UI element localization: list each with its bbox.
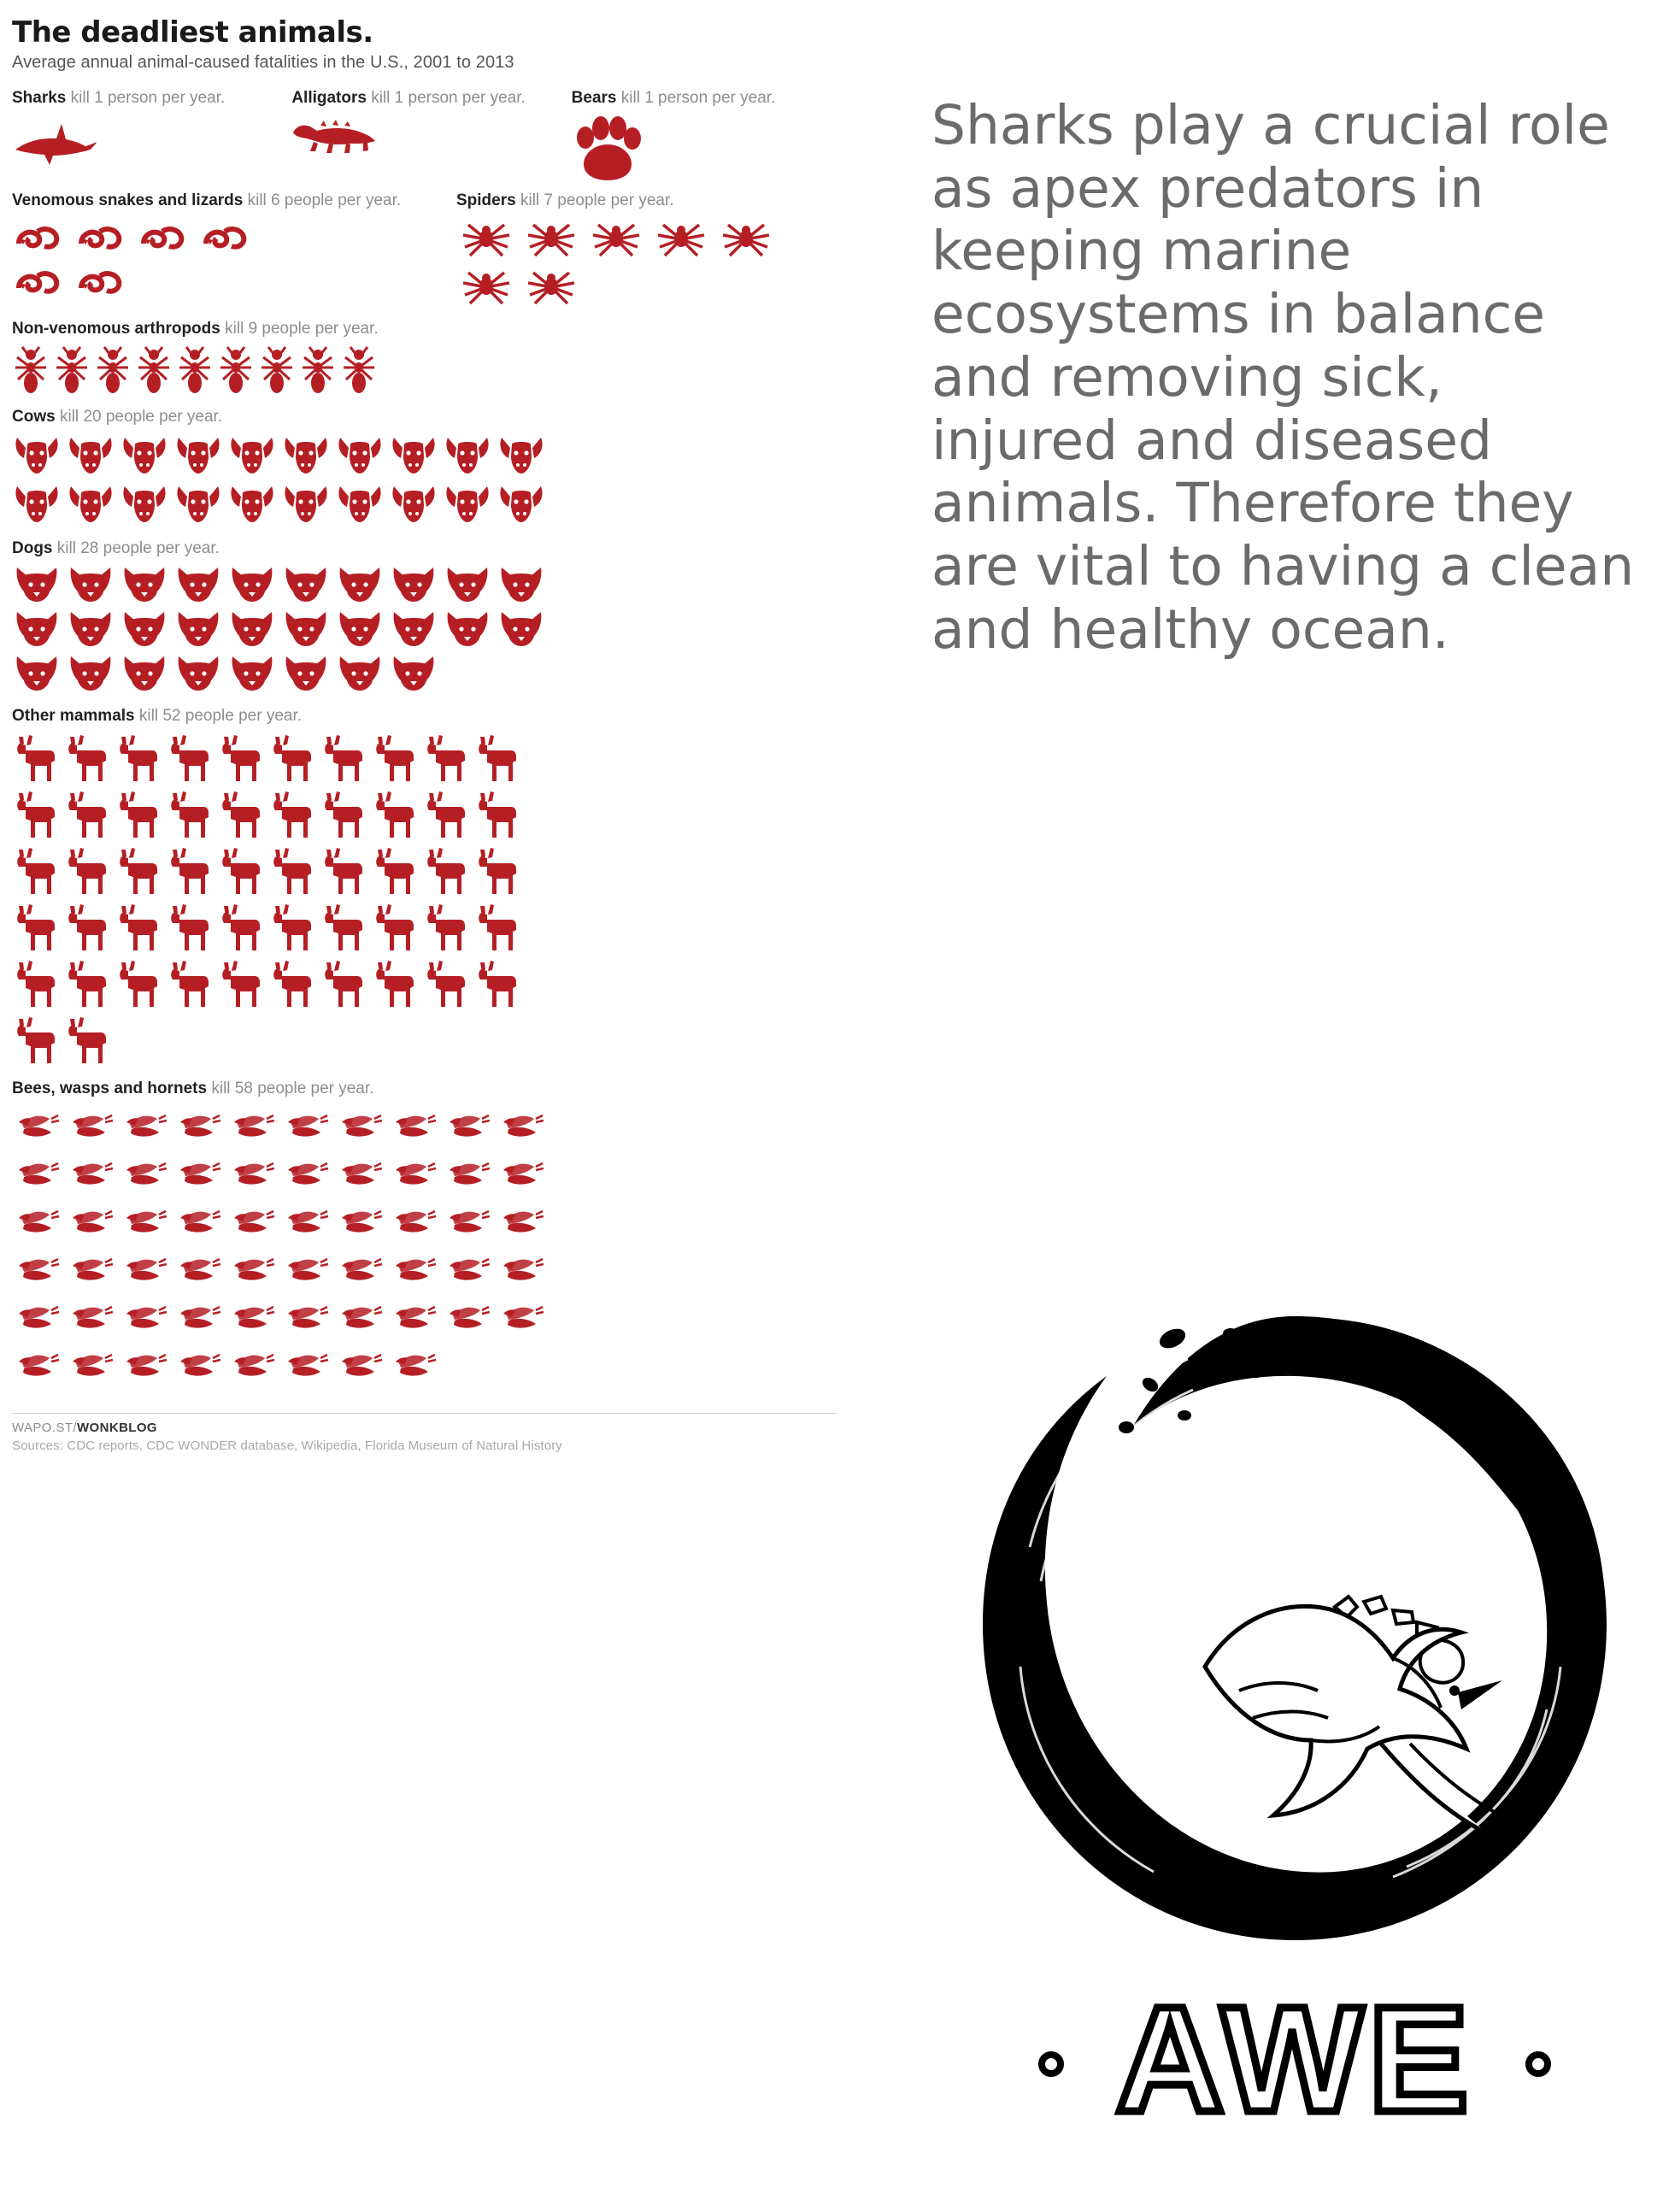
deer-icon: [166, 846, 217, 903]
deer-icon: [422, 790, 473, 846]
bee-icon: [227, 1344, 281, 1392]
deer-icon: [473, 846, 525, 903]
bee-icon: [227, 1105, 281, 1153]
awe-logo: [949, 1265, 1641, 2171]
row-label-bold-spiders: Spiders: [456, 191, 516, 209]
deer-icon: [422, 959, 473, 1015]
icon-group-alligators: [291, 115, 571, 179]
bee-icon: [281, 1249, 335, 1297]
dog-icon: [443, 566, 497, 610]
row-label-other-mammals: [12, 706, 851, 727]
bee-icon: [12, 1105, 66, 1153]
snake-icon: [74, 218, 130, 262]
icon-group-sharks: [12, 115, 291, 179]
dog-icon: [335, 566, 389, 610]
bee-icon: [120, 1249, 173, 1297]
cow-icon: [66, 483, 120, 532]
dog-icon: [389, 655, 443, 699]
deer-icon: [166, 903, 217, 959]
bee-icon: [227, 1201, 281, 1249]
row-label-bold-snakes: Venomous snakes and lizards: [12, 191, 244, 209]
deer-icon: [166, 959, 217, 1015]
bear-paw-icon: [572, 115, 653, 182]
dog-icon: [281, 610, 335, 655]
page-subtitle: Average annual animal-caused fatalities in the U.S., 2001 to 2013: [12, 53, 514, 72]
row-label-bold-bees: Bees, wasps and hornets: [12, 1079, 208, 1097]
bee-icon: [173, 1201, 227, 1249]
shark-role-paragraph: Sharks play a crucial role as apex predators in keeping marine ecosystems in balance and removing sick, injured and diseased animals. Therefore they are vital to having a clean and healthy ocean.: [931, 94, 1635, 661]
bee-icon: [389, 1153, 443, 1201]
row-label-rest-arthropods: kill 9 people per year.: [220, 319, 379, 338]
footer-brand-prefix: WAPO.ST/: [12, 1421, 77, 1436]
dog-icon: [12, 610, 66, 655]
dog-icon: [227, 655, 281, 699]
dog-icon: [281, 655, 335, 699]
bee-icon: [389, 1297, 443, 1344]
snake-icon: [199, 218, 255, 262]
footer-brand-name: WONKBLOG: [76, 1421, 158, 1436]
row-dogs: [12, 538, 851, 699]
deer-icon: [268, 790, 320, 846]
ant-icon: [258, 345, 299, 400]
bee-icon: [281, 1105, 335, 1153]
ant-icon: [12, 345, 53, 400]
bee-icon: [443, 1105, 497, 1153]
icon-group-bears: [572, 115, 851, 182]
bee-icon: [66, 1201, 120, 1249]
seabird-illustration: [1205, 1606, 1514, 1834]
dog-icon: [12, 566, 66, 610]
bee-icon: [443, 1249, 497, 1297]
bee-icon: [173, 1344, 227, 1392]
cow-icon: [66, 434, 120, 483]
spider-icon: [521, 218, 586, 266]
bee-icon: [227, 1297, 281, 1344]
row-label-dogs: [12, 538, 851, 559]
cow-icon: [281, 483, 335, 532]
deer-icon: [166, 733, 217, 790]
bee-icon: [497, 1201, 550, 1249]
bee-icon: [66, 1249, 120, 1297]
bee-icon: [12, 1297, 66, 1344]
cow-icon: [120, 483, 173, 532]
row-cows: [12, 407, 851, 532]
deer-icon: [63, 846, 115, 903]
logo-dot-left: [1042, 2055, 1061, 2074]
row-label-bees: [12, 1079, 851, 1099]
footer-brand: [12, 1421, 851, 1435]
bee-icon: [120, 1201, 173, 1249]
side-panel: [931, 0, 1663, 2212]
row-label-rest-cows: kill 20 people per year.: [55, 408, 223, 427]
bee-icon: [443, 1153, 497, 1201]
deer-icon: [371, 846, 422, 903]
shark-icon: [12, 115, 102, 179]
dog-icon: [227, 566, 281, 610]
dog-icon: [173, 655, 227, 699]
dog-icon: [497, 566, 550, 610]
deer-icon: [12, 733, 63, 790]
bee-icon: [66, 1297, 120, 1344]
row-label-rest-spiders: kill 7 people per year.: [515, 191, 674, 209]
cow-icon: [12, 434, 66, 483]
deer-icon: [268, 733, 320, 790]
cow-icon: [335, 434, 389, 483]
dog-icon: [120, 610, 173, 655]
deer-icon: [63, 1015, 115, 1072]
deer-icon: [166, 790, 217, 846]
dog-icon: [66, 610, 120, 655]
row-alligators: [291, 88, 571, 179]
deer-icon: [12, 790, 63, 846]
row-sharks: [12, 88, 291, 179]
bee-icon: [443, 1297, 497, 1344]
deer-icon: [371, 959, 422, 1015]
icon-group-spiders: [456, 218, 781, 314]
icon-group-snakes: [12, 218, 268, 307]
ant-icon: [176, 345, 217, 400]
bee-icon: [12, 1153, 66, 1201]
bee-icon: [120, 1297, 173, 1344]
deer-icon: [115, 903, 166, 959]
dog-icon: [120, 566, 173, 610]
deer-icon: [268, 846, 320, 903]
deer-icon: [217, 790, 268, 846]
deer-icon: [12, 1015, 63, 1072]
dog-icon: [173, 610, 227, 655]
row-snakes: [12, 191, 456, 307]
spider-icon: [521, 266, 586, 314]
row-bears: [572, 88, 851, 182]
row-label-bold-bears: Bears: [571, 89, 617, 107]
row-label-rest-sharks: kill 1 person per year.: [66, 89, 226, 107]
bee-icon: [120, 1344, 173, 1392]
cow-icon: [227, 483, 281, 532]
deer-icon: [12, 846, 63, 903]
deer-icon: [12, 959, 63, 1015]
ant-icon: [217, 345, 258, 400]
deer-icon: [473, 903, 525, 959]
logo-dot-right: [1529, 2055, 1548, 2074]
bee-icon: [389, 1344, 443, 1392]
snake-icon: [12, 262, 68, 307]
row-label-snakes: [12, 191, 456, 211]
bee-icon: [497, 1297, 550, 1344]
deer-icon: [371, 903, 422, 959]
row-label-bold-dogs: Dogs: [12, 539, 53, 557]
spider-icon: [651, 218, 716, 266]
icon-group-arthropods: [12, 345, 696, 400]
cow-icon: [120, 434, 173, 483]
bee-icon: [281, 1153, 335, 1201]
dog-icon: [443, 610, 497, 655]
deer-icon: [115, 846, 166, 903]
cow-icon: [227, 434, 281, 483]
cow-icon: [443, 434, 497, 483]
bee-icon: [120, 1153, 173, 1201]
dog-icon: [227, 610, 281, 655]
cow-icon: [12, 483, 66, 532]
dog-icon: [281, 566, 335, 610]
dog-icon: [335, 655, 389, 699]
page-title: The deadliest animals.: [12, 15, 373, 50]
cow-icon: [173, 483, 227, 532]
icon-group-bees: [12, 1105, 559, 1392]
deer-icon: [422, 846, 473, 903]
bee-icon: [281, 1201, 335, 1249]
bee-icon: [281, 1344, 335, 1392]
bee-icon: [173, 1249, 227, 1297]
row-label-spiders: [456, 191, 815, 211]
logo-text: AWE: [1115, 1976, 1474, 2144]
bee-icon: [66, 1105, 120, 1153]
dog-icon: [335, 610, 389, 655]
dog-icon: [66, 655, 120, 699]
deer-icon: [63, 959, 115, 1015]
bee-icon: [497, 1249, 550, 1297]
dog-icon: [389, 566, 443, 610]
deer-icon: [63, 790, 115, 846]
bee-icon: [173, 1153, 227, 1201]
single-fatality-group: [12, 88, 851, 182]
snake-icon: [74, 262, 130, 307]
spider-icon: [716, 218, 781, 266]
cow-icon: [497, 434, 550, 483]
bee-icon: [12, 1249, 66, 1297]
dog-icon: [12, 655, 66, 699]
deer-icon: [320, 733, 371, 790]
deer-icon: [371, 733, 422, 790]
bee-icon: [335, 1344, 389, 1392]
footer-sources: Sources: CDC reports, CDC WONDER database, Wikipedia, Florida Museum of Natural History: [12, 1438, 562, 1454]
row-label-bold-other-mammals: Other mammals: [12, 706, 135, 725]
bee-icon: [335, 1297, 389, 1344]
row-spiders: [456, 191, 815, 314]
bee-icon: [335, 1249, 389, 1297]
snake-icon: [12, 218, 68, 262]
deer-icon: [320, 903, 371, 959]
row-label-bold-cows: Cows: [12, 408, 56, 427]
deer-icon: [473, 733, 525, 790]
row-bees: [12, 1079, 851, 1393]
deer-icon: [63, 733, 115, 790]
row-label-rest-alligators: kill 1 person per year.: [366, 89, 526, 107]
row-label-bold-arthropods: Non-venomous arthropods: [12, 319, 220, 338]
bee-icon: [227, 1153, 281, 1201]
bee-icon: [173, 1105, 227, 1153]
icon-group-cows: [12, 434, 559, 532]
alligator-icon: [291, 115, 381, 179]
bee-icon: [497, 1153, 550, 1201]
deer-icon: [63, 903, 115, 959]
row-label-rest-bees: kill 58 people per year.: [207, 1079, 374, 1097]
row-label-rest-snakes: kill 6 people per year.: [243, 191, 402, 209]
deer-icon: [371, 790, 422, 846]
deer-icon: [115, 959, 166, 1015]
row-label-arthropods: [12, 319, 851, 339]
cow-icon: [497, 483, 550, 532]
ant-icon: [94, 345, 135, 400]
deer-icon: [217, 903, 268, 959]
row-other-mammals: [12, 706, 851, 1072]
bee-icon: [173, 1297, 227, 1344]
bee-icon: [389, 1105, 443, 1153]
bee-icon: [12, 1201, 66, 1249]
row-arthropods: [12, 319, 851, 401]
dog-icon: [66, 566, 120, 610]
bee-icon: [281, 1297, 335, 1344]
cow-icon: [389, 434, 443, 483]
deer-icon: [422, 733, 473, 790]
deer-icon: [422, 903, 473, 959]
cow-icon: [173, 434, 227, 483]
cow-icon: [443, 483, 497, 532]
spider-icon: [456, 266, 521, 314]
deer-icon: [320, 959, 371, 1015]
bee-icon: [389, 1249, 443, 1297]
deer-icon: [217, 959, 268, 1015]
dog-icon: [497, 610, 550, 655]
row-label-rest-bears: kill 1 person per year.: [616, 89, 776, 107]
bee-icon: [335, 1153, 389, 1201]
dog-icon: [120, 655, 173, 699]
deer-icon: [217, 733, 268, 790]
row-label-rest-dogs: kill 28 people per year.: [52, 539, 220, 557]
row-label-rest-other-mammals: kill 52 people per year.: [134, 706, 303, 725]
deer-icon: [268, 959, 320, 1015]
ant-icon: [135, 345, 176, 400]
cow-icon: [389, 483, 443, 532]
bee-icon: [335, 1105, 389, 1153]
bee-icon: [120, 1105, 173, 1153]
deer-icon: [12, 903, 63, 959]
row-label-sharks: [12, 88, 291, 109]
bee-icon: [389, 1201, 443, 1249]
deer-icon: [473, 790, 525, 846]
cow-icon: [335, 483, 389, 532]
bee-icon: [227, 1249, 281, 1297]
deer-icon: [320, 846, 371, 903]
deer-icon: [217, 846, 268, 903]
deer-icon: [268, 903, 320, 959]
dog-icon: [389, 610, 443, 655]
ant-icon: [53, 345, 94, 400]
ant-icon: [299, 345, 340, 400]
spider-icon: [456, 218, 521, 266]
row-label-alligators: [291, 88, 571, 109]
row-label-cows: [12, 407, 851, 427]
row-label-bears: [572, 88, 851, 109]
dog-icon: [173, 566, 227, 610]
deer-icon: [115, 790, 166, 846]
logo-wordmark: [1042, 1976, 1548, 2144]
bee-icon: [12, 1344, 66, 1392]
deer-icon: [115, 733, 166, 790]
row-label-bold-sharks: Sharks: [12, 89, 67, 107]
snakes-spiders-group: [12, 191, 851, 314]
icon-group-other-mammals: [12, 733, 542, 1072]
icon-group-dogs: [12, 566, 559, 699]
bee-icon: [66, 1344, 120, 1392]
snake-icon: [137, 218, 192, 262]
footer-divider: [12, 1413, 837, 1414]
bee-icon: [443, 1201, 497, 1249]
bee-icon: [497, 1105, 550, 1153]
cow-icon: [281, 434, 335, 483]
bee-icon: [66, 1153, 120, 1201]
ant-icon: [340, 345, 381, 400]
deer-icon: [320, 790, 371, 846]
row-label-bold-alligators: Alligators: [291, 89, 367, 107]
spider-icon: [586, 218, 651, 266]
bee-icon: [335, 1201, 389, 1249]
deer-icon: [473, 959, 525, 1015]
